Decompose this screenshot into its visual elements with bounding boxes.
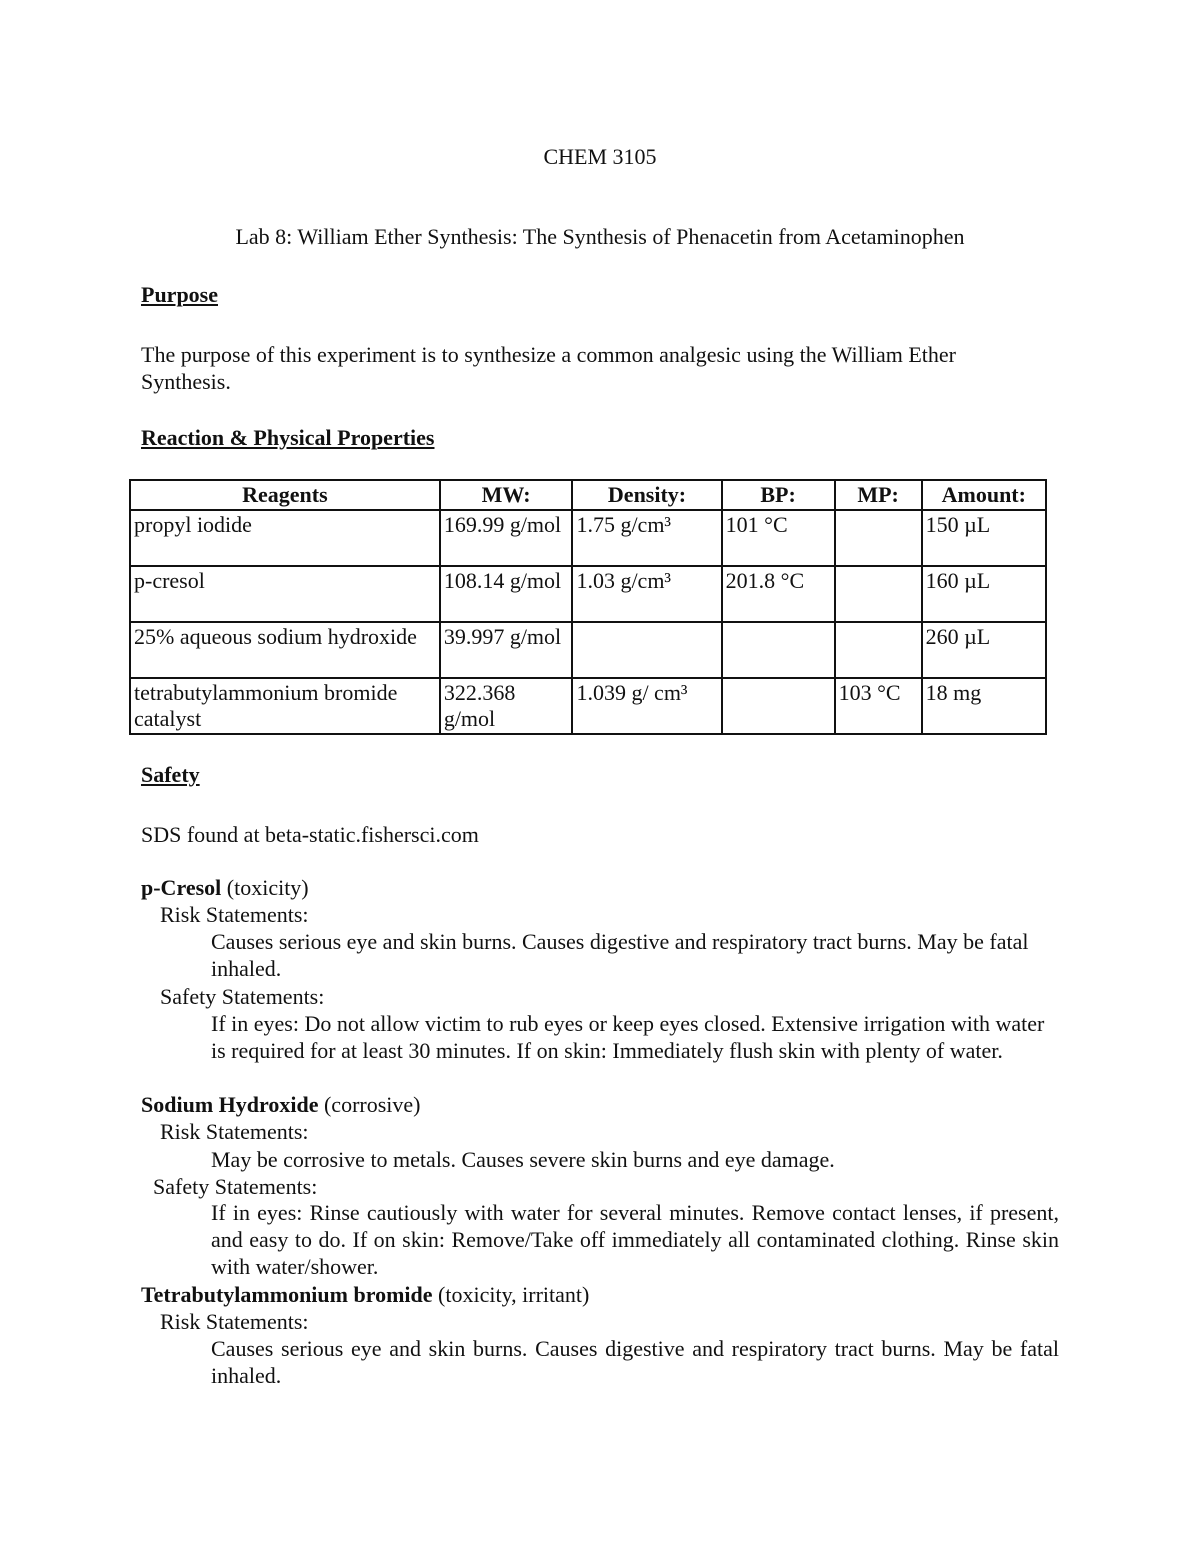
safety-label: Safety Statements:	[153, 1174, 318, 1199]
risk-label: Risk Statements:	[160, 1119, 309, 1144]
table-header-row	[130, 480, 1046, 510]
risk-text: Causes serious eye and skin burns. Causes digestive and respiratory tract burns. May be fatal inhaled.	[211, 1336, 1059, 1388]
risk-text: May be corrosive to metals. Causes severe skin burns and eye damage.	[211, 1147, 835, 1172]
reaction-heading: Reaction & Physical Properties	[141, 425, 435, 450]
chemical-hazard: (toxicity)	[221, 875, 309, 900]
cell-mw: 108.14 g/mol	[440, 566, 573, 622]
cell-amount: 260 µL	[922, 622, 1046, 678]
header-bp: BP:	[722, 480, 835, 510]
cell-density: 1.75 g/cm³	[572, 510, 721, 566]
header-mp: MP:	[835, 480, 922, 510]
cell-bp	[722, 622, 835, 678]
course-code: CHEM 3105	[543, 144, 657, 169]
sds-source: SDS found at beta-static.fishersci.com	[141, 822, 479, 847]
cell-bp	[722, 678, 835, 734]
cell-bp: 101 °C	[722, 510, 835, 566]
risk-label: Risk Statements:	[160, 1309, 309, 1334]
cell-density: 1.039 g/ cm³	[572, 678, 721, 734]
cell-mp	[835, 622, 922, 678]
chemical-heading	[141, 1091, 421, 1118]
cell-reagent: p-cresol	[130, 566, 440, 622]
cell-mw: 39.997 g/mol	[440, 622, 573, 678]
cell-mp: 103 °C	[835, 678, 922, 734]
chemical-name: Tetrabutylammonium bromide	[141, 1282, 433, 1307]
lab-title: Lab 8: William Ether Synthesis: The Synthesis of Phenacetin from Acetaminophen	[235, 224, 965, 249]
chemical-name: p-Cresol	[141, 875, 222, 900]
safety-text: If in eyes: Do not allow victim to rub eyes or keep eyes closed. Extensive irrigation with water is required for at least 30 minutes. If on skin: Immediately flush skin with plenty of water.	[211, 1011, 1045, 1063]
purpose-heading: Purpose	[141, 282, 218, 307]
cell-reagent: tetrabutylammonium bromide catalyst	[130, 678, 440, 734]
cell-amount: 150 µL	[922, 510, 1046, 566]
risk-label: Risk Statements:	[160, 902, 309, 927]
safety-label: Safety Statements:	[160, 984, 325, 1009]
table-row	[130, 678, 1046, 734]
cell-mp	[835, 510, 922, 566]
table-row	[130, 566, 1046, 622]
cell-reagent: 25% aqueous sodium hydroxide	[130, 622, 440, 678]
chemical-hazard: (corrosive)	[318, 1092, 421, 1117]
cell-density	[572, 622, 721, 678]
risk-text: Causes serious eye and skin burns. Causes digestive and respiratory tract burns. May be fatal inhaled.	[211, 929, 1029, 981]
cell-amount: 18 mg	[922, 678, 1046, 734]
header-density: Density:	[572, 480, 721, 510]
cell-reagent: propyl iodide	[130, 510, 440, 566]
cell-mw: 169.99 g/mol	[440, 510, 573, 566]
cell-density: 1.03 g/cm³	[572, 566, 721, 622]
chemical-heading	[141, 874, 309, 901]
chemical-hazard: (toxicity, irritant)	[432, 1282, 590, 1307]
safety-heading: Safety	[141, 762, 200, 787]
header-reagents: Reagents	[130, 480, 440, 510]
purpose-text: The purpose of this experiment is to synthesize a common analgesic using the William Ether Synthesis.	[141, 342, 956, 394]
header-mw: MW:	[440, 480, 573, 510]
cell-amount: 160 µL	[922, 566, 1046, 622]
cell-mp	[835, 566, 922, 622]
chemical-heading	[141, 1281, 589, 1308]
header-amount: Amount:	[922, 480, 1046, 510]
cell-bp: 201.8 °C	[722, 566, 835, 622]
table-row	[130, 622, 1046, 678]
table-row	[130, 510, 1046, 566]
cell-mw: 322.368 g/mol	[440, 678, 573, 734]
safety-text: If in eyes: Rinse cautiously with water for several minutes. Remove contact lenses, if present, and easy to do. If on skin: Remove/Take off immediately all contaminated clothing. Rinse skin with water/shower.	[211, 1200, 1059, 1279]
chemical-name: Sodium Hydroxide	[141, 1092, 319, 1117]
properties-table	[129, 479, 1047, 735]
